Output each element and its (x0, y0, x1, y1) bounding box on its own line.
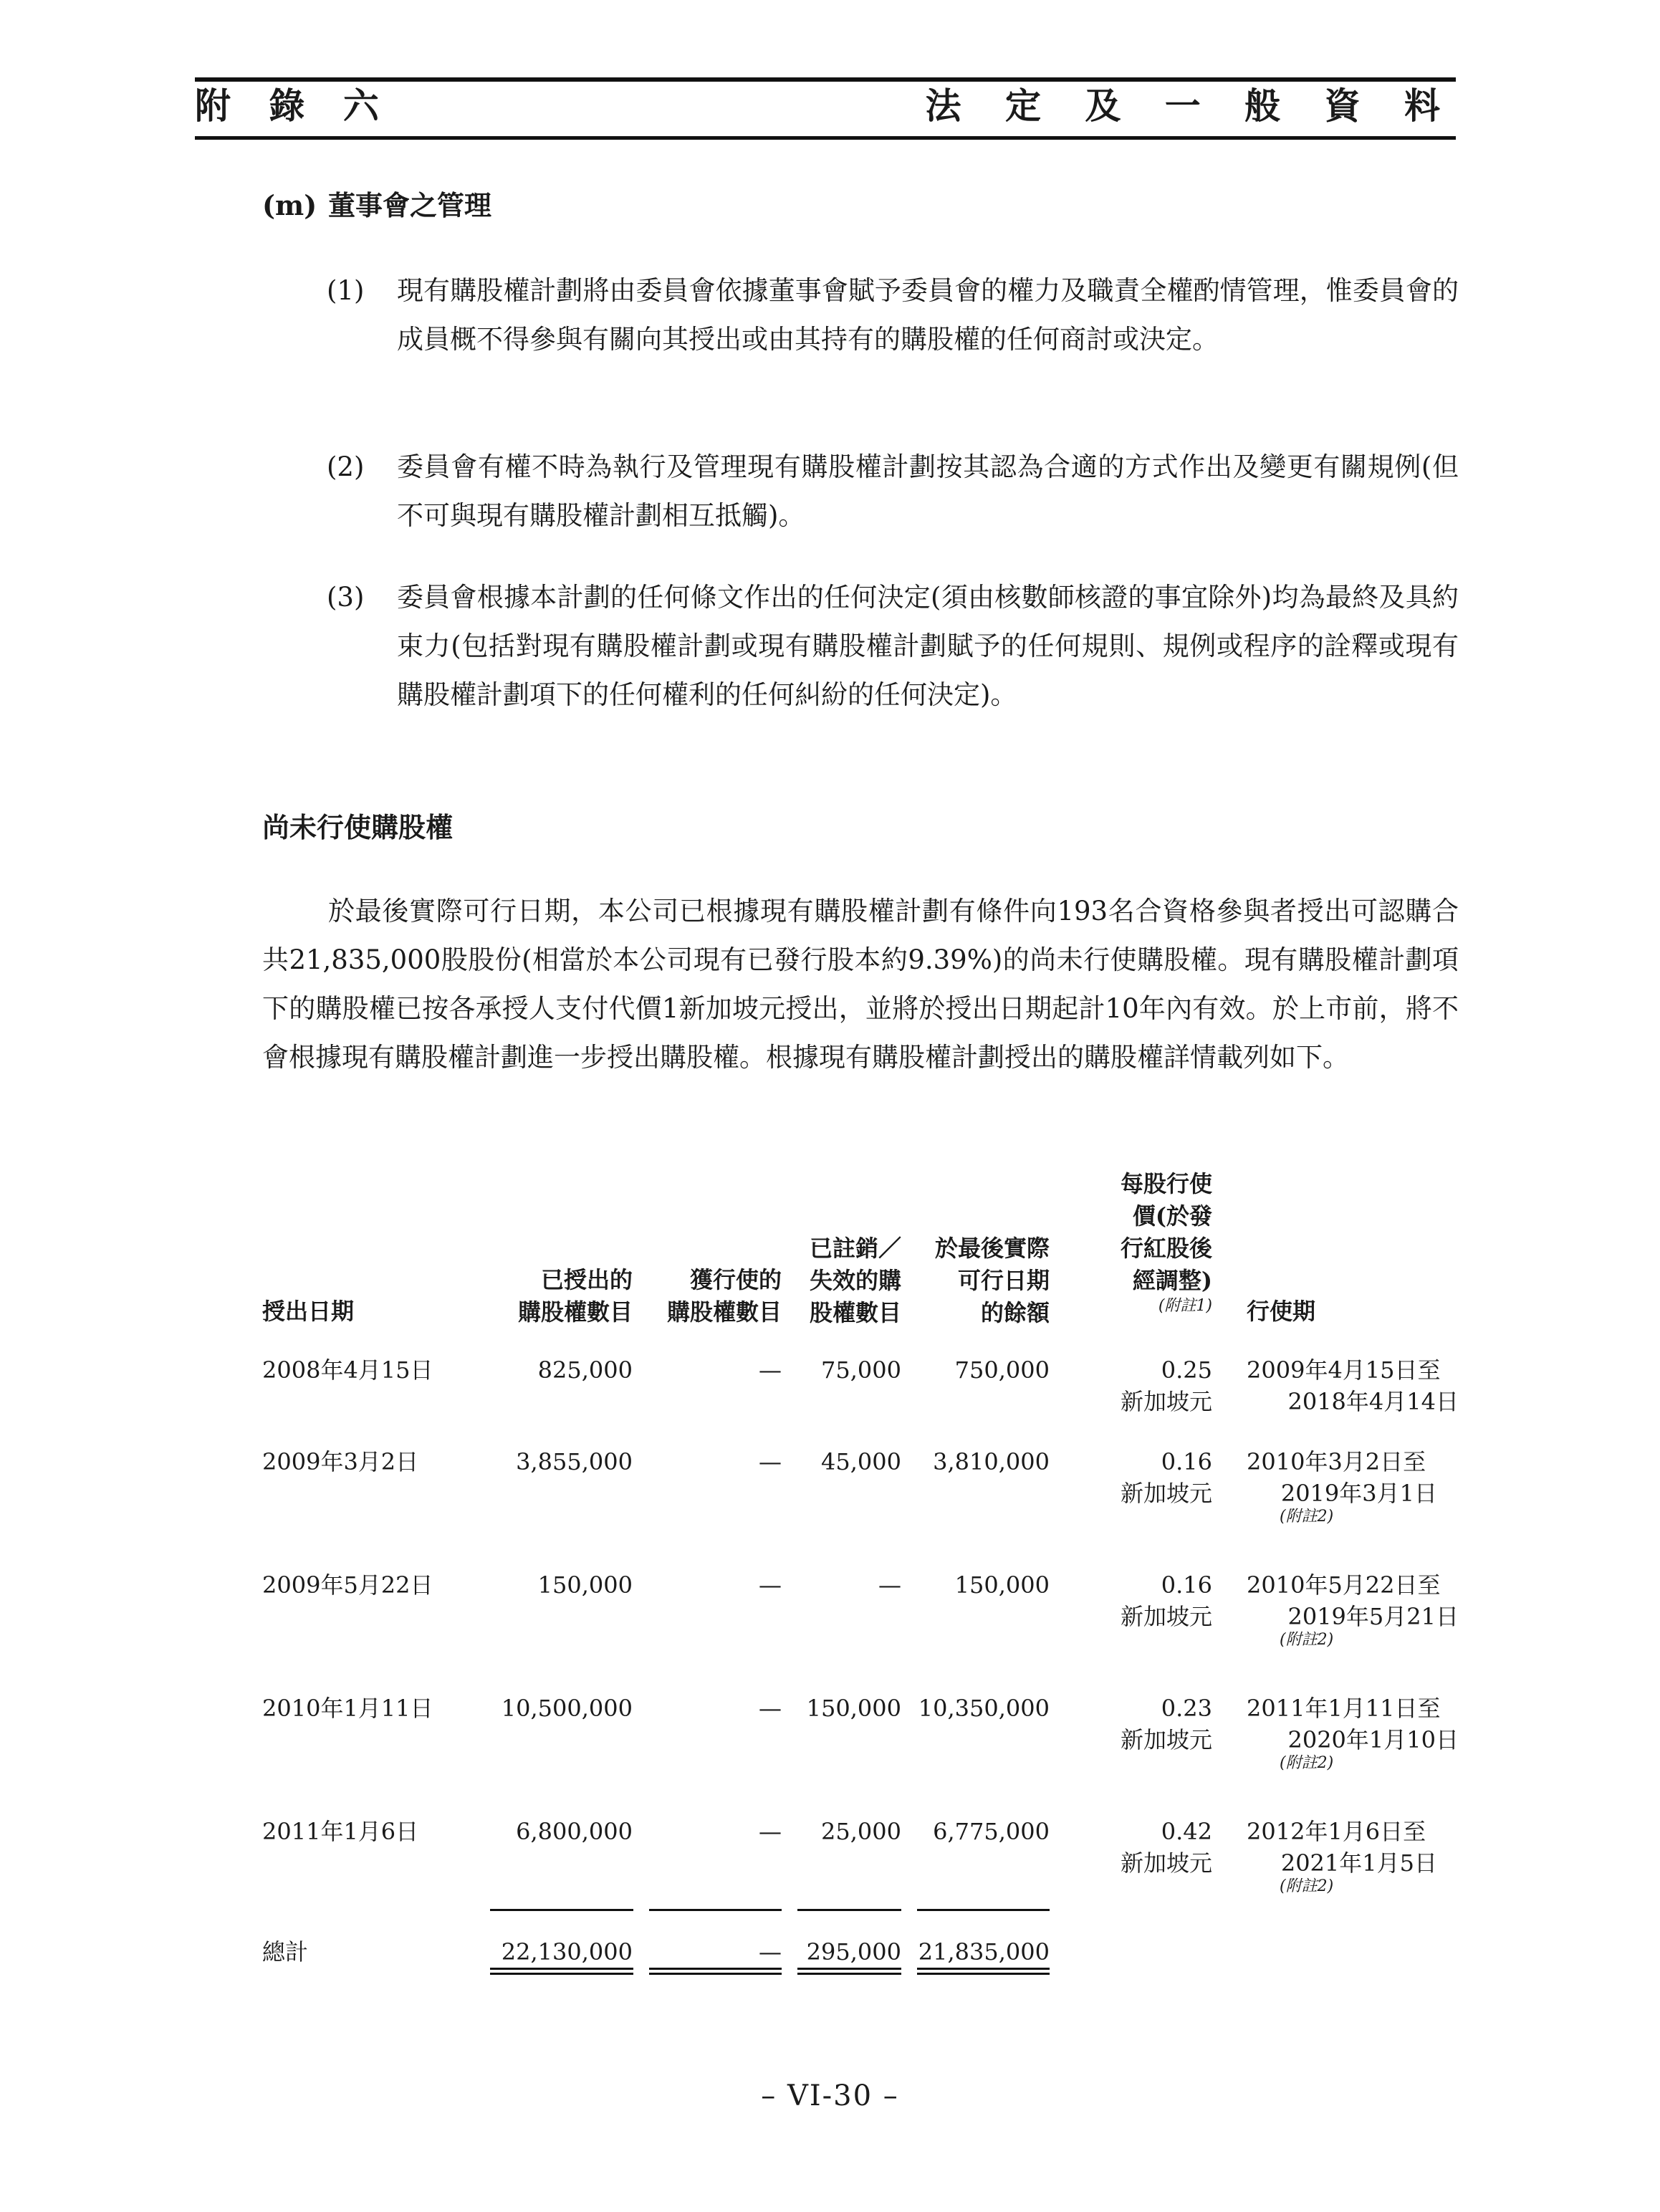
cell-currency: 新加坡元 (1120, 1388, 1212, 1415)
cell-granted: 3,855,000 (516, 1448, 633, 1475)
cell-cancelled: 25,000 (821, 1818, 901, 1845)
cell-price: 0.25 (1161, 1356, 1212, 1384)
cell-cancelled: 45,000 (821, 1448, 901, 1475)
total-rule (649, 1909, 782, 1911)
col-header-cancelled-line: 失效的購 (809, 1267, 901, 1294)
list-item-text: 現有購股權計劃將由委員會依據董事會賦予委員會的權力及職責全權酌情管理，惟委員會的成員概不得參與有關向其授出或由其持有的購股權的任何商討或決定。 (397, 275, 1459, 355)
col-header-price-line: 經調整) (1132, 1267, 1212, 1294)
header-bottom-rule (195, 136, 1456, 140)
col-header-price-line: 行紅股後 (1120, 1235, 1212, 1262)
cell-cancelled: — (878, 1571, 901, 1599)
cell-price: 0.42 (1161, 1818, 1212, 1845)
section-m-title: 董事會之管理 (328, 189, 492, 221)
cell-balance: 150,000 (954, 1571, 1050, 1599)
cell-grant-date: 2010年1月11日 (262, 1695, 433, 1722)
cell-period-note: (附註2) (1280, 1754, 1334, 1772)
cell-currency: 新加坡元 (1120, 1480, 1212, 1507)
list-item-text: 委員會有權不時為執行及管理現有購股權計劃按其認為合適的方式作出及變更有關規例(但不可與現有購股權計劃相互抵觸)。 (397, 451, 1459, 531)
total-granted: 22,130,000 (501, 1938, 633, 1966)
col-header-granted-line: 購股權數目 (517, 1298, 633, 1326)
col-header-price-line: 每股行使 (1120, 1170, 1212, 1197)
total-double-rule (490, 1968, 633, 1975)
total-double-rule (797, 1968, 901, 1975)
cell-exercised: — (759, 1356, 782, 1384)
total-label: 總計 (262, 1938, 309, 1966)
cell-price: 0.16 (1161, 1571, 1212, 1599)
total-exercised: — (759, 1938, 782, 1966)
cell-period-end: 2018年4月14日 (1287, 1388, 1459, 1415)
cell-period-note: (附註2) (1280, 1631, 1334, 1649)
header-top-rule (195, 77, 1456, 82)
cell-cancelled: 150,000 (806, 1695, 901, 1722)
total-rule (797, 1909, 901, 1911)
col-header-exercise-price (1121, 1168, 1212, 1316)
total-double-rule (917, 1968, 1050, 1975)
cell-balance: 6,775,000 (933, 1818, 1050, 1845)
total-cancelled: 295,000 (806, 1938, 901, 1966)
cell-period-end: 2021年1月5日 (1280, 1849, 1437, 1877)
cell-period-note: (附註2) (1280, 1508, 1334, 1526)
list-item (327, 573, 1459, 719)
col-header-price-line: 價(於發 (1132, 1202, 1212, 1230)
cell-balance: 10,350,000 (918, 1695, 1050, 1722)
cell-grant-date: 2008年4月15日 (262, 1356, 433, 1384)
cell-currency: 新加坡元 (1120, 1603, 1212, 1630)
total-rule (917, 1909, 1050, 1911)
cell-period-end: 2020年1月10日 (1287, 1726, 1459, 1753)
list-item-number: (1) (327, 275, 365, 306)
col-header-cancelled-line: 股權數目 (809, 1299, 901, 1326)
cell-grant-date: 2009年3月2日 (262, 1448, 419, 1475)
cell-balance: 750,000 (954, 1356, 1050, 1384)
cell-currency: 新加坡元 (1120, 1726, 1212, 1753)
col-header-granted-line: 已授出的 (540, 1266, 633, 1293)
col-header-cancelled (810, 1232, 901, 1329)
cell-cancelled: 75,000 (821, 1356, 901, 1384)
cell-exercised: — (759, 1448, 782, 1475)
cell-period-start: 2010年5月22日至 (1247, 1571, 1441, 1599)
cell-granted: 6,800,000 (516, 1818, 633, 1845)
cell-price: 0.16 (1161, 1448, 1212, 1475)
cell-period-start: 2009年4月15日至 (1247, 1356, 1441, 1384)
cell-period-end: 2019年3月1日 (1280, 1480, 1437, 1507)
outstanding-options-paragraph: 於最後實際可行日期，本公司已根據現有購股權計劃有條件向193名合資格參與者授出可認購合共21,835,000股股份(相當於本公司現有已發行股本約9.39%)的尚未行使購股權。現有購股權計劃項下的購股權已按各承授人支付代價1新加坡元授出，並將於授出日期起計10年內有效。於上市前，將不會根據現有購股權計劃進一步授出購股權。根據現有購股權計劃授出的購股權詳情載列如下。 (262, 896, 1459, 1073)
cell-period-start: 2011年1月11日至 (1247, 1695, 1441, 1722)
cell-grant-date: 2011年1月6日 (262, 1818, 419, 1845)
cell-period-note: (附註2) (1280, 1877, 1334, 1895)
section-m-label: (m) (262, 189, 317, 221)
list-item-number: (2) (327, 451, 365, 482)
col-header-balance (935, 1232, 1050, 1329)
cell-currency: 新加坡元 (1120, 1849, 1212, 1877)
cell-exercised: — (759, 1571, 782, 1599)
cell-period-start: 2012年1月6日至 (1247, 1818, 1426, 1845)
outstanding-options-heading: 尚未行使購股權 (262, 811, 454, 843)
total-balance: 21,835,000 (918, 1938, 1050, 1966)
cell-granted: 150,000 (537, 1571, 633, 1599)
cell-granted: 825,000 (537, 1356, 633, 1384)
col-header-balance-line: 的餘額 (980, 1299, 1050, 1326)
page-number: – VI-30 – (761, 2079, 899, 2112)
col-header-exercise-period: 行使期 (1247, 1298, 1316, 1325)
cell-exercised: — (759, 1818, 782, 1845)
col-header-exercised (667, 1264, 782, 1328)
cell-balance: 3,810,000 (933, 1448, 1050, 1475)
col-header-balance-line: 可行日期 (957, 1267, 1050, 1294)
list-item-number: (3) (327, 582, 365, 613)
col-header-exercised-line: 獲行使的 (689, 1266, 782, 1293)
appendix-title: 附 錄 六 (195, 85, 392, 127)
total-rule (490, 1909, 633, 1911)
cell-period-start: 2010年3月2日至 (1247, 1448, 1426, 1475)
cell-granted: 10,500,000 (501, 1695, 633, 1722)
col-header-grant-date: 授出日期 (262, 1298, 355, 1325)
cell-period-end: 2019年5月21日 (1287, 1603, 1459, 1630)
cell-price: 0.23 (1161, 1695, 1212, 1722)
section-m-heading (262, 188, 491, 224)
col-header-exercised-line: 購股權數目 (666, 1298, 782, 1326)
list-item (327, 443, 1459, 540)
col-header-balance-line: 於最後實際 (934, 1235, 1050, 1262)
list-item (327, 267, 1459, 364)
cell-exercised: — (759, 1695, 782, 1722)
col-header-price-note: (附註1) (1158, 1297, 1212, 1315)
list-item-text: 委員會根據本計劃的任何條文作出的任何決定(須由核數師核證的事宜除外)均為最終及具約束力(包括對現有購股權計劃或現有購股權計劃賦予的任何規則、規例或程序的詮釋或現有購股權計劃項下的任何權利的任何糾紛的任何決定)。 (397, 582, 1459, 710)
col-header-granted (518, 1264, 633, 1328)
col-header-cancelled-line: 已註銷／ (809, 1235, 901, 1262)
cell-grant-date: 2009年5月22日 (262, 1571, 433, 1599)
total-double-rule (649, 1968, 782, 1975)
section-title: 法 定 及 一 般 資 料 (925, 85, 1456, 127)
